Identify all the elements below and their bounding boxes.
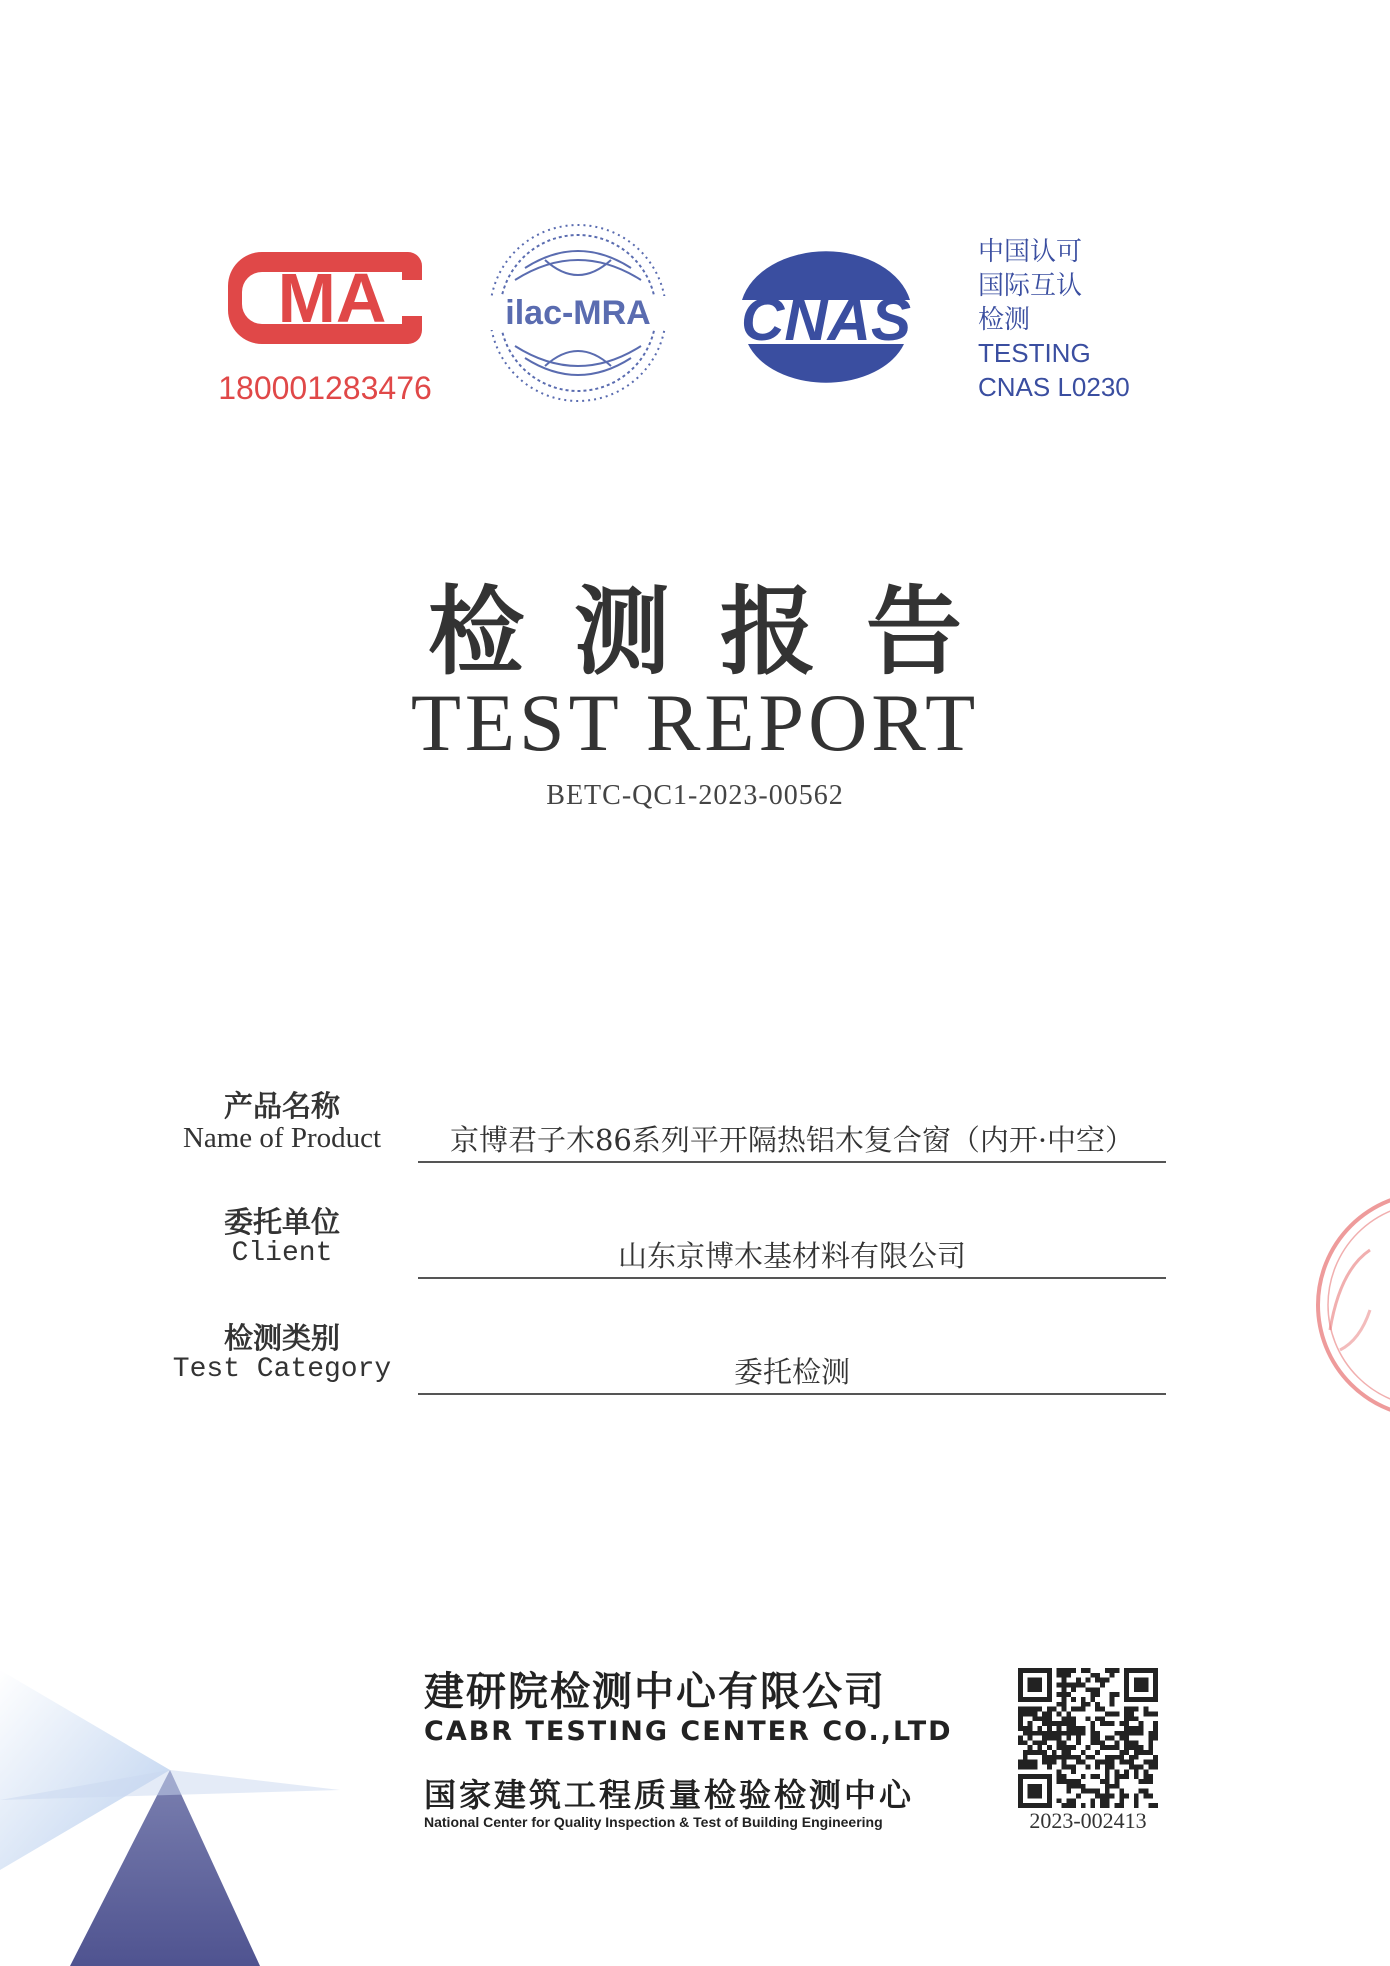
qr-code[interactable] bbox=[1018, 1668, 1158, 1808]
product-label-cn: 产品名称 bbox=[223, 1089, 340, 1123]
category-label-en: Test Category bbox=[172, 1354, 392, 1385]
center-name-en: CABR TESTING CENTER CO.,LTD bbox=[424, 1716, 953, 1747]
qr-number: 2023-002413 bbox=[1029, 1808, 1147, 1833]
category-value: 委托检测 bbox=[418, 1350, 1166, 1395]
national-center-en: National Center for Quality Inspection & Test of Building Engineering bbox=[424, 1814, 883, 1830]
page-title-en: TEST REPORT bbox=[410, 677, 980, 768]
cma-number: 180001283476 bbox=[218, 370, 432, 406]
cnas-caption-line: CNAS L0230 bbox=[978, 372, 1130, 402]
report-number: BETC-QC1-2023-00562 bbox=[546, 780, 844, 811]
decorative-triangle bbox=[0, 1610, 380, 1966]
cnas-caption-line: 国际互认 bbox=[978, 270, 1083, 300]
page-title-cn: 检测报告 bbox=[428, 576, 1012, 688]
cnas-caption-line: 中国认可 bbox=[978, 236, 1083, 266]
cnas-logo-text: CNAS bbox=[740, 286, 912, 353]
client-label-cn: 委托单位 bbox=[223, 1205, 340, 1239]
cma-logo bbox=[222, 238, 424, 358]
cnas-logo bbox=[724, 238, 928, 400]
ilac-mra-logo bbox=[485, 220, 671, 406]
category-label-cn: 检测类别 bbox=[223, 1321, 340, 1355]
cnas-caption-line: 检测 bbox=[978, 304, 1031, 334]
client-label-en: Client bbox=[231, 1238, 333, 1269]
ilac-logo-text: ilac-MRA bbox=[505, 294, 651, 332]
cma-logo-text: MA bbox=[277, 259, 387, 337]
cnas-caption-line: TESTING bbox=[978, 338, 1091, 368]
product-label-en: Name of Product bbox=[182, 1122, 382, 1154]
seal-stamp bbox=[1300, 1180, 1390, 1430]
national-center-cn: 国家建筑工程质量检验检测中心 bbox=[424, 1776, 915, 1814]
product-value: 京博君子木86系列平开隔热铝木复合窗（内开·中空） bbox=[418, 1118, 1166, 1163]
center-name-cn: 建研院检测中心有限公司 bbox=[424, 1669, 886, 1715]
cnas-caption bbox=[978, 234, 1130, 404]
client-value: 山东京博木基材料有限公司 bbox=[418, 1234, 1166, 1279]
